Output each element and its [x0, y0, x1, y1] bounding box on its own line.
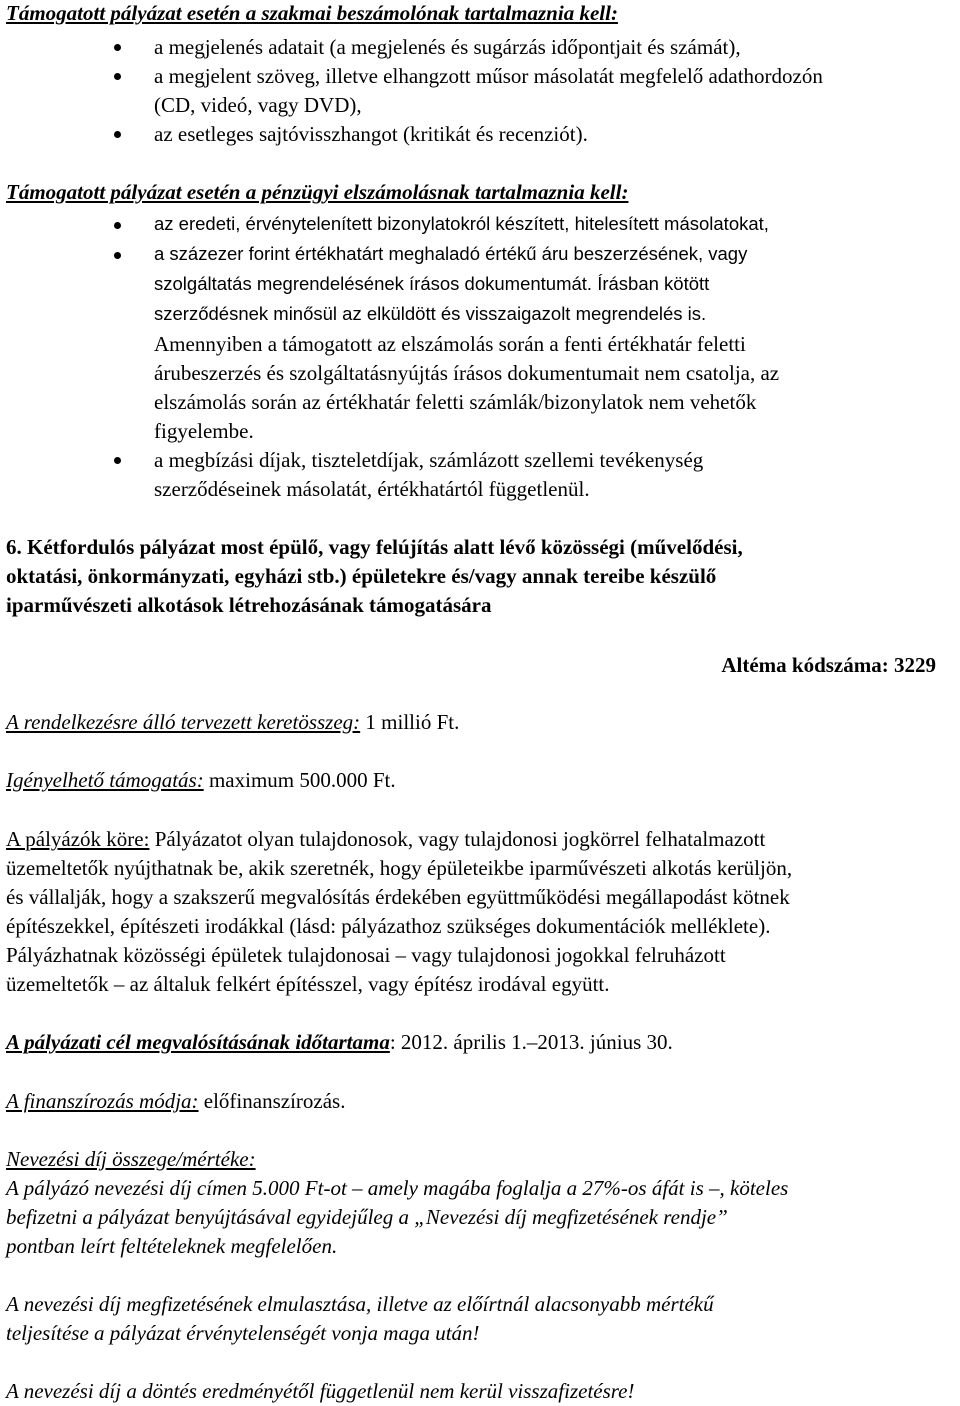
list-item-continuation: szolgáltatás megrendelésének írásos dokumentumát. Írásban kötött	[154, 273, 710, 294]
bullet-icon	[114, 44, 121, 51]
budget-line	[6, 712, 459, 733]
applicants-text: építészekkel, építészeti irodákkal (lásd: pályázathoz szükséges dokumentációk melléklete).	[6, 914, 771, 938]
list-item: a megjelenés adatait (a megjelenés és sugárzás időpontjait és számát),	[154, 35, 741, 59]
section-title: iparművészeti alkotások létrehozásának támogatására	[6, 593, 492, 617]
budget-value: 1 millió Ft.	[360, 710, 460, 734]
section-heading-professional-report: Támogatott pályázat esetén a szakmai beszámolónak tartalmaznia kell:	[6, 1, 618, 25]
list-item-continuation: Amennyiben a támogatott az elszámolás során a fenti értékhatár feletti	[154, 332, 746, 356]
list-item-continuation: (CD, videó, vagy DVD),	[154, 93, 362, 117]
fee-text: A pályázó nevezési díj címen 5.000 Ft-ot – amely magába foglalja a 27%-os áfát is –, köteles	[6, 1176, 789, 1200]
section-title: 6. Kétfordulós pályázat most épülő, vagy felújítás alatt lévő közösségi (művelődési,	[6, 535, 743, 559]
fee-text: pontban leírt feltételeknek megfelelően.	[6, 1234, 338, 1258]
applicants-label: A pályázók köre:	[6, 827, 150, 851]
budget-label: A rendelkezésre álló tervezett keretösszeg:	[6, 710, 361, 734]
list-item-continuation: elszámolás során az értékhatár feletti számlák/bizonylatok nem vehetők	[154, 390, 757, 414]
applicants-text: Pályázhatnak közösségi épületek tulajdonosai – vagy tulajdonosi jogokkal felruházott	[6, 943, 726, 967]
list-item-continuation: szerződésnek minősül az elküldött és visszaigazolt megrendelés is.	[154, 303, 707, 324]
support-value: maximum 500.000 Ft.	[203, 768, 396, 792]
duration-value: : 2012. április 1.–2013. június 30.	[389, 1030, 673, 1054]
support-label: Igényelhető támogatás:	[6, 768, 204, 792]
list-item-continuation: árubeszerzés és szolgáltatásnyújtás írásos dokumentumait nem csatolja, az	[154, 361, 780, 385]
bullet-icon	[114, 457, 121, 464]
list-item-continuation: figyelembe.	[154, 419, 254, 443]
fee-heading: Nevezési díj összege/mértéke:	[6, 1147, 256, 1171]
financing-line	[6, 1091, 345, 1112]
section-heading-financial-report: Támogatott pályázat esetén a pénzügyi elszámolásnak tartalmaznia kell:	[6, 180, 629, 204]
applicants-text: Pályázatot olyan tulajdonosok, vagy tulajdonosi jogkörrel felhatalmazott	[149, 827, 766, 851]
fee-text: befizetni a pályázat benyújtásával egyidejűleg a „Nevezési díj megfizetésének rendje”	[6, 1205, 728, 1229]
applicants-text: üzemeltetők – az általuk felkért építésszel, vagy építész irodával együtt.	[6, 972, 610, 996]
financing-value: előfinanszírozás.	[198, 1089, 346, 1113]
list-item: a százezer forint értékhatárt meghaladó értékű áru beszerzésének, vagy	[154, 243, 748, 264]
applicants-text: és vállalják, hogy a szakszerű megvalósítás érdekében együttműködési megállapodást kötnek	[6, 885, 790, 909]
list-item: az eredeti, érvénytelenített bizonylatokról készített, hitelesített másolatokat,	[154, 213, 769, 234]
financing-label: A finanszírozás módja:	[6, 1089, 199, 1113]
subtopic-code: Altéma kódszáma: 3229	[721, 653, 936, 677]
bullet-icon	[114, 131, 121, 138]
applicants-line	[6, 829, 765, 850]
support-line	[6, 770, 396, 791]
list-item: az esetleges sajtóvisszhangot (kritikát és recenziót).	[154, 122, 588, 146]
bullet-icon	[114, 222, 121, 229]
list-item: a megjelent szöveg, illetve elhangzott műsor másolatát megfelelő adathordozón	[154, 64, 823, 88]
list-item: a megbízási díjak, tiszteletdíjak, számlázott szellemi tevékenység	[154, 448, 704, 472]
bullet-icon	[114, 252, 121, 259]
list-item-continuation: szerződéseinek másolatát, értékhatártól függetlenül.	[154, 477, 590, 501]
fee-refund-text: A nevezési díj a döntés eredményétől függetlenül nem kerül visszafizetésre!	[6, 1379, 635, 1403]
bullet-icon	[114, 73, 121, 80]
duration-line	[6, 1032, 673, 1053]
applicants-text: üzemeltetők nyújthatnak be, akik szeretnék, hogy épületeikbe iparművészeti alkotás kerüljön,	[6, 856, 793, 880]
fee-penalty-text: teljesítése a pályázat érvénytelenségét vonja maga után!	[6, 1321, 480, 1345]
fee-penalty-text: A nevezési díj megfizetésének elmulasztása, illetve az előírtnál alacsonyabb mértékű	[6, 1292, 714, 1316]
section-title: oktatási, önkormányzati, egyházi stb.) épületekre és/vagy annak tereibe készülő	[6, 564, 717, 588]
duration-label: A pályázati cél megvalósításának időtartama	[6, 1030, 390, 1054]
